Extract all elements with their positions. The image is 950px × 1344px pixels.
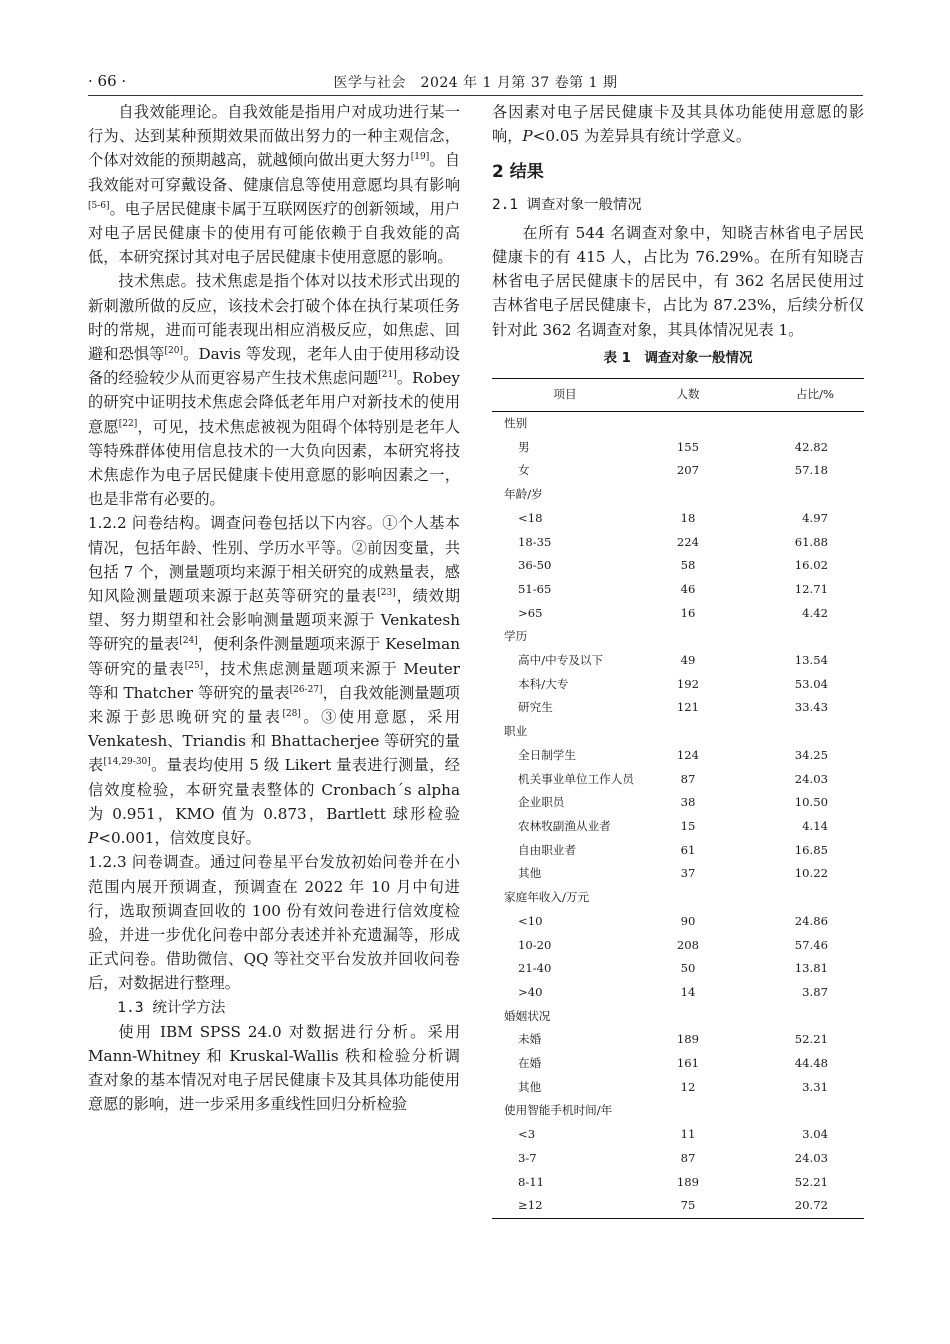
category-label: 职业: [504, 724, 528, 739]
paragraph-self-efficacy: 自我效能理论。自我效能是指用户对成功进行某一行为、达到某种预期效果而做出努力的一种主观信念，个体对效能的预期越高，就越倾向做出更大努力[19]。自我效能对可穿戴设备、健康信息等使用意愿均具有影响[5-6]。电子居民健康卡属于互联网医疗的创新领域，用户对电子居民健康卡的使用有可能依赖于自我效能的高低，本研究探讨其对电子居民健康卡使用意愿的影响。: [88, 103, 461, 267]
cell-percent: 13.81: [794, 961, 828, 976]
paragraph-questionnaire-survey: 1.2.3 问卷调查。通过问卷星平台发放初始问卷并在小范围内展开预调查，预调查在 2022 年 10 月中旬进行，选取预调查回收的 100 份有效问卷进行信效度检验，并进一步优化问卷中部分表述并补充遗漏等，形成正式问卷。借助微信、QQ 等社交平台发放并回收问卷后，对数据进行整理。: [88, 853, 460, 993]
cell-count: 12: [680, 1079, 696, 1094]
table-row: [492, 934, 864, 958]
category-label: 年龄/岁: [504, 487, 543, 502]
paragraph-results: 在所有 544 名调查对象中，知晓吉林省电子居民健康卡的有 415 人，占比为 76.29%。在所有知晓吉林省电子居民健康卡的居民中，有 362 名居民使用过吉林省电子居民健康卡，占比为 87.23%，后续分析仅针对此 362 名调查对象，其具体情况见表 1。: [492, 223, 864, 339]
table-row: [492, 815, 864, 839]
section-heading-2: 2 结果: [492, 162, 544, 183]
cell-count: 38: [680, 795, 696, 810]
table-row: [492, 1123, 864, 1147]
cell-item: 研究生: [518, 700, 553, 715]
cell-count: 192: [676, 676, 700, 691]
paragraph-tech-anxiety: 技术焦虑。技术焦虑是指个体对以技术形式出现的新刺激所做的反应，该技术会打破个体在执行某项任务时的常规，进而可能表现出相应消极反应，如焦虑、回避和恐惧等[20]。Davis 等发现，老年人由于使用移动设备的经验较少从而更容易产生技术焦虑问题[21]。Robey 的研究中证明技术焦虑会降低老年用户对新技术的使用意愿[22]，可见，技术焦虑被视为阻碍个体特别是老年人等特殊群体使用信息技术的一大负向因素，本研究将技术焦虑作为电子居民健康卡使用意愿的影响因素之一，也是非常有必要的。: [88, 272, 461, 509]
cell-percent: 10.22: [794, 866, 828, 881]
cell-count: 18: [680, 510, 696, 525]
table-row: [492, 1147, 864, 1171]
paragraph-questionnaire-structure: 1.2.2 问卷结构。调查问卷包括以下内容。①个人基本情况，包括年龄、性别、学历水平等。②前因变量，共包括 7 个，测量题项均来源于相关研究的成熟量表，感知风险测量题项来源于赵英等研究的量表[23]，绩效期望、努力期望和社会影响测量题项来源于 Venkatesh 等研究的量表[24]，便利条件测量题项来源于 Keselman 等研究的量表[25]，技术焦虑测量题项来源于 Meuter 等和 Thatcher 等研究的量表[26-27]，自我效能测量题项来源于彭思晚研究的量表[28]。③使用意愿，采用 Venkatesh、Triandis 和 Bhattacherjee 等研究的量表[14,29-30]。量表均使用 5 级 Likert 量表进行测量，经信效度检验，本研究量表整体的 Cronbach´s alpha 为 0.951，KMO 值为 0.873，Bartlett 球形检验 P<0.001，信效度良好。: [88, 514, 461, 848]
cell-count: 121: [676, 700, 700, 715]
cell-item: 本科/大专: [518, 676, 569, 691]
cell-item: 高中/中专及以下: [518, 653, 604, 668]
cell-item: <18: [518, 510, 543, 525]
cell-item: ≥12: [492, 1194, 638, 1218]
table-row: [492, 1171, 864, 1195]
cell-item: 其他: [518, 1079, 542, 1094]
table-row: [492, 602, 864, 626]
cell-percent: 24.03: [794, 1150, 828, 1165]
demographics-table: [492, 378, 864, 1219]
paragraph-statistics: 使用 IBM SPSS 24.0 对数据进行分析。采用 Mann-Whitney 和 Kruskal-Wallis 秩和检验分析调查对象的基本情况对电子居民健康卡及其具体功能使用意愿的影响，进一步采用多重线性回归分析检验: [88, 1022, 460, 1114]
cell-percent: 20.72: [738, 1194, 864, 1218]
table-category-row: [492, 720, 864, 744]
table-row: [492, 507, 864, 531]
cell-count: 49: [680, 653, 696, 668]
cell-count: 189: [676, 1032, 700, 1047]
section-heading-1-3: 1.3 统计学方法: [117, 998, 226, 1016]
table-row: [492, 910, 864, 934]
cell-count: 124: [676, 747, 700, 762]
cell-percent: 52.21: [794, 1174, 828, 1189]
cell-count: 37: [680, 866, 696, 881]
table-row: [492, 531, 864, 555]
table-row: [492, 791, 864, 815]
cell-item: 10-20: [518, 937, 552, 952]
running-header: [88, 66, 863, 94]
table-category-row: [492, 1099, 864, 1123]
cell-percent: 4.42: [802, 605, 828, 620]
cell-percent: 42.82: [794, 439, 828, 454]
cell-count: 189: [676, 1174, 700, 1189]
cell-item: 其他: [518, 866, 542, 881]
paragraph-statistics-cont: 各因素对电子居民健康卡及其具体功能使用意愿的影响，P<0.05 为差异具有统计学意义。: [492, 103, 864, 146]
cell-item: 21-40: [518, 961, 552, 976]
cell-item: 企业职员: [518, 795, 565, 810]
table-header-row: [492, 379, 864, 412]
cell-percent: 16.85: [794, 842, 828, 857]
cell-item: 未婚: [518, 1032, 542, 1047]
table-row: [492, 1052, 864, 1076]
cell-item: 在婚: [518, 1056, 542, 1071]
table-category-row: [492, 886, 864, 910]
cell-item: 全日制学生: [518, 747, 576, 762]
table-category-row: [492, 625, 864, 649]
cell-count: 14: [680, 984, 696, 999]
table-category-row: [492, 412, 864, 436]
section-heading-2-1: 2.1 调查对象一般情况: [492, 196, 642, 213]
table-row: [492, 768, 864, 792]
category-label: 性别: [504, 416, 528, 431]
header-item: 项目: [492, 379, 638, 412]
cell-percent: 44.48: [794, 1056, 828, 1071]
cell-percent: 4.14: [802, 818, 828, 833]
cell-item: 男: [518, 439, 530, 454]
cell-item: <10: [518, 913, 543, 928]
header-count: 人数: [638, 379, 738, 412]
cell-item: 自由职业者: [518, 842, 576, 857]
cell-count: 16: [680, 605, 696, 620]
cell-count: 161: [676, 1056, 700, 1071]
table-row: [492, 839, 864, 863]
table-row: [492, 459, 864, 483]
cell-item: 机关事业单位工作人员: [518, 771, 634, 786]
cell-count: 58: [680, 558, 696, 573]
cell-count: 224: [676, 534, 700, 549]
cell-item: >40: [518, 984, 543, 999]
cell-count: 15: [680, 818, 696, 833]
cell-count: 207: [676, 463, 700, 478]
table-category-row: [492, 483, 864, 507]
cell-item: >65: [518, 605, 543, 620]
cell-item: 36-50: [518, 558, 552, 573]
cell-count: 155: [676, 439, 700, 454]
table-row: [492, 957, 864, 981]
journal-title: 医学与社会 2024 年 1 月第 37 卷第 1 期: [333, 75, 618, 91]
cell-percent: 34.25: [794, 747, 828, 762]
table-row: [492, 744, 864, 768]
table-row: [492, 696, 864, 720]
cell-percent: 52.21: [794, 1032, 828, 1047]
cell-percent: 57.18: [794, 463, 828, 478]
cell-percent: 4.97: [802, 510, 828, 525]
cell-count: 61: [680, 842, 696, 857]
cell-percent: 24.03: [794, 771, 828, 786]
header-percent: 占比/%: [738, 379, 864, 412]
cell-percent: 16.02: [794, 558, 828, 573]
cell-percent: 3.04: [802, 1127, 828, 1142]
category-label: 使用智能手机时间/年: [504, 1103, 613, 1118]
cell-count: 11: [680, 1127, 696, 1142]
cell-count: 90: [680, 913, 696, 928]
category-label: 婚姻状况: [504, 1008, 551, 1023]
table-row: [492, 673, 864, 697]
cell-item: 51-65: [518, 581, 552, 596]
category-label: 家庭年收入/万元: [504, 890, 590, 905]
cell-percent: 61.88: [794, 534, 828, 549]
cell-percent: 24.86: [794, 913, 828, 928]
table-row: [492, 1028, 864, 1052]
right-column: [492, 100, 864, 1219]
table-caption: 表 1 调查对象一般情况: [603, 349, 753, 366]
cell-count: 75: [638, 1194, 738, 1218]
table-category-row: [492, 1005, 864, 1029]
cell-percent: 12.71: [794, 581, 828, 596]
cell-item: 3-7: [518, 1150, 537, 1165]
cell-item: 18-35: [518, 534, 552, 549]
cell-percent: 3.31: [802, 1079, 828, 1094]
page-number: · 66 ·: [88, 72, 127, 90]
cell-item: 农林牧副渔从业者: [518, 818, 611, 833]
left-column: [88, 100, 460, 1117]
cell-count: 208: [676, 937, 700, 952]
cell-count: 87: [680, 1150, 696, 1165]
table-row: [492, 649, 864, 673]
cell-percent: 13.54: [794, 653, 828, 668]
cell-percent: 33.43: [794, 700, 828, 715]
table-row: [492, 862, 864, 886]
cell-percent: 53.04: [794, 676, 828, 691]
cell-count: 50: [680, 961, 696, 976]
cell-item: <3: [518, 1127, 536, 1142]
table-row: [492, 578, 864, 602]
table-row: [492, 436, 864, 460]
header-rule: [88, 95, 863, 96]
cell-item: 女: [518, 463, 530, 478]
cell-count: 46: [680, 581, 696, 596]
cell-count: 87: [680, 771, 696, 786]
table-row: [492, 554, 864, 578]
table-row: [492, 1194, 864, 1218]
table-row: [492, 1076, 864, 1100]
cell-percent: 10.50: [794, 795, 828, 810]
cell-item: 8-11: [518, 1174, 545, 1189]
table-row: [492, 981, 864, 1005]
cell-percent: 57.46: [794, 937, 828, 952]
category-label: 学历: [504, 629, 528, 644]
cell-percent: 3.87: [802, 984, 828, 999]
